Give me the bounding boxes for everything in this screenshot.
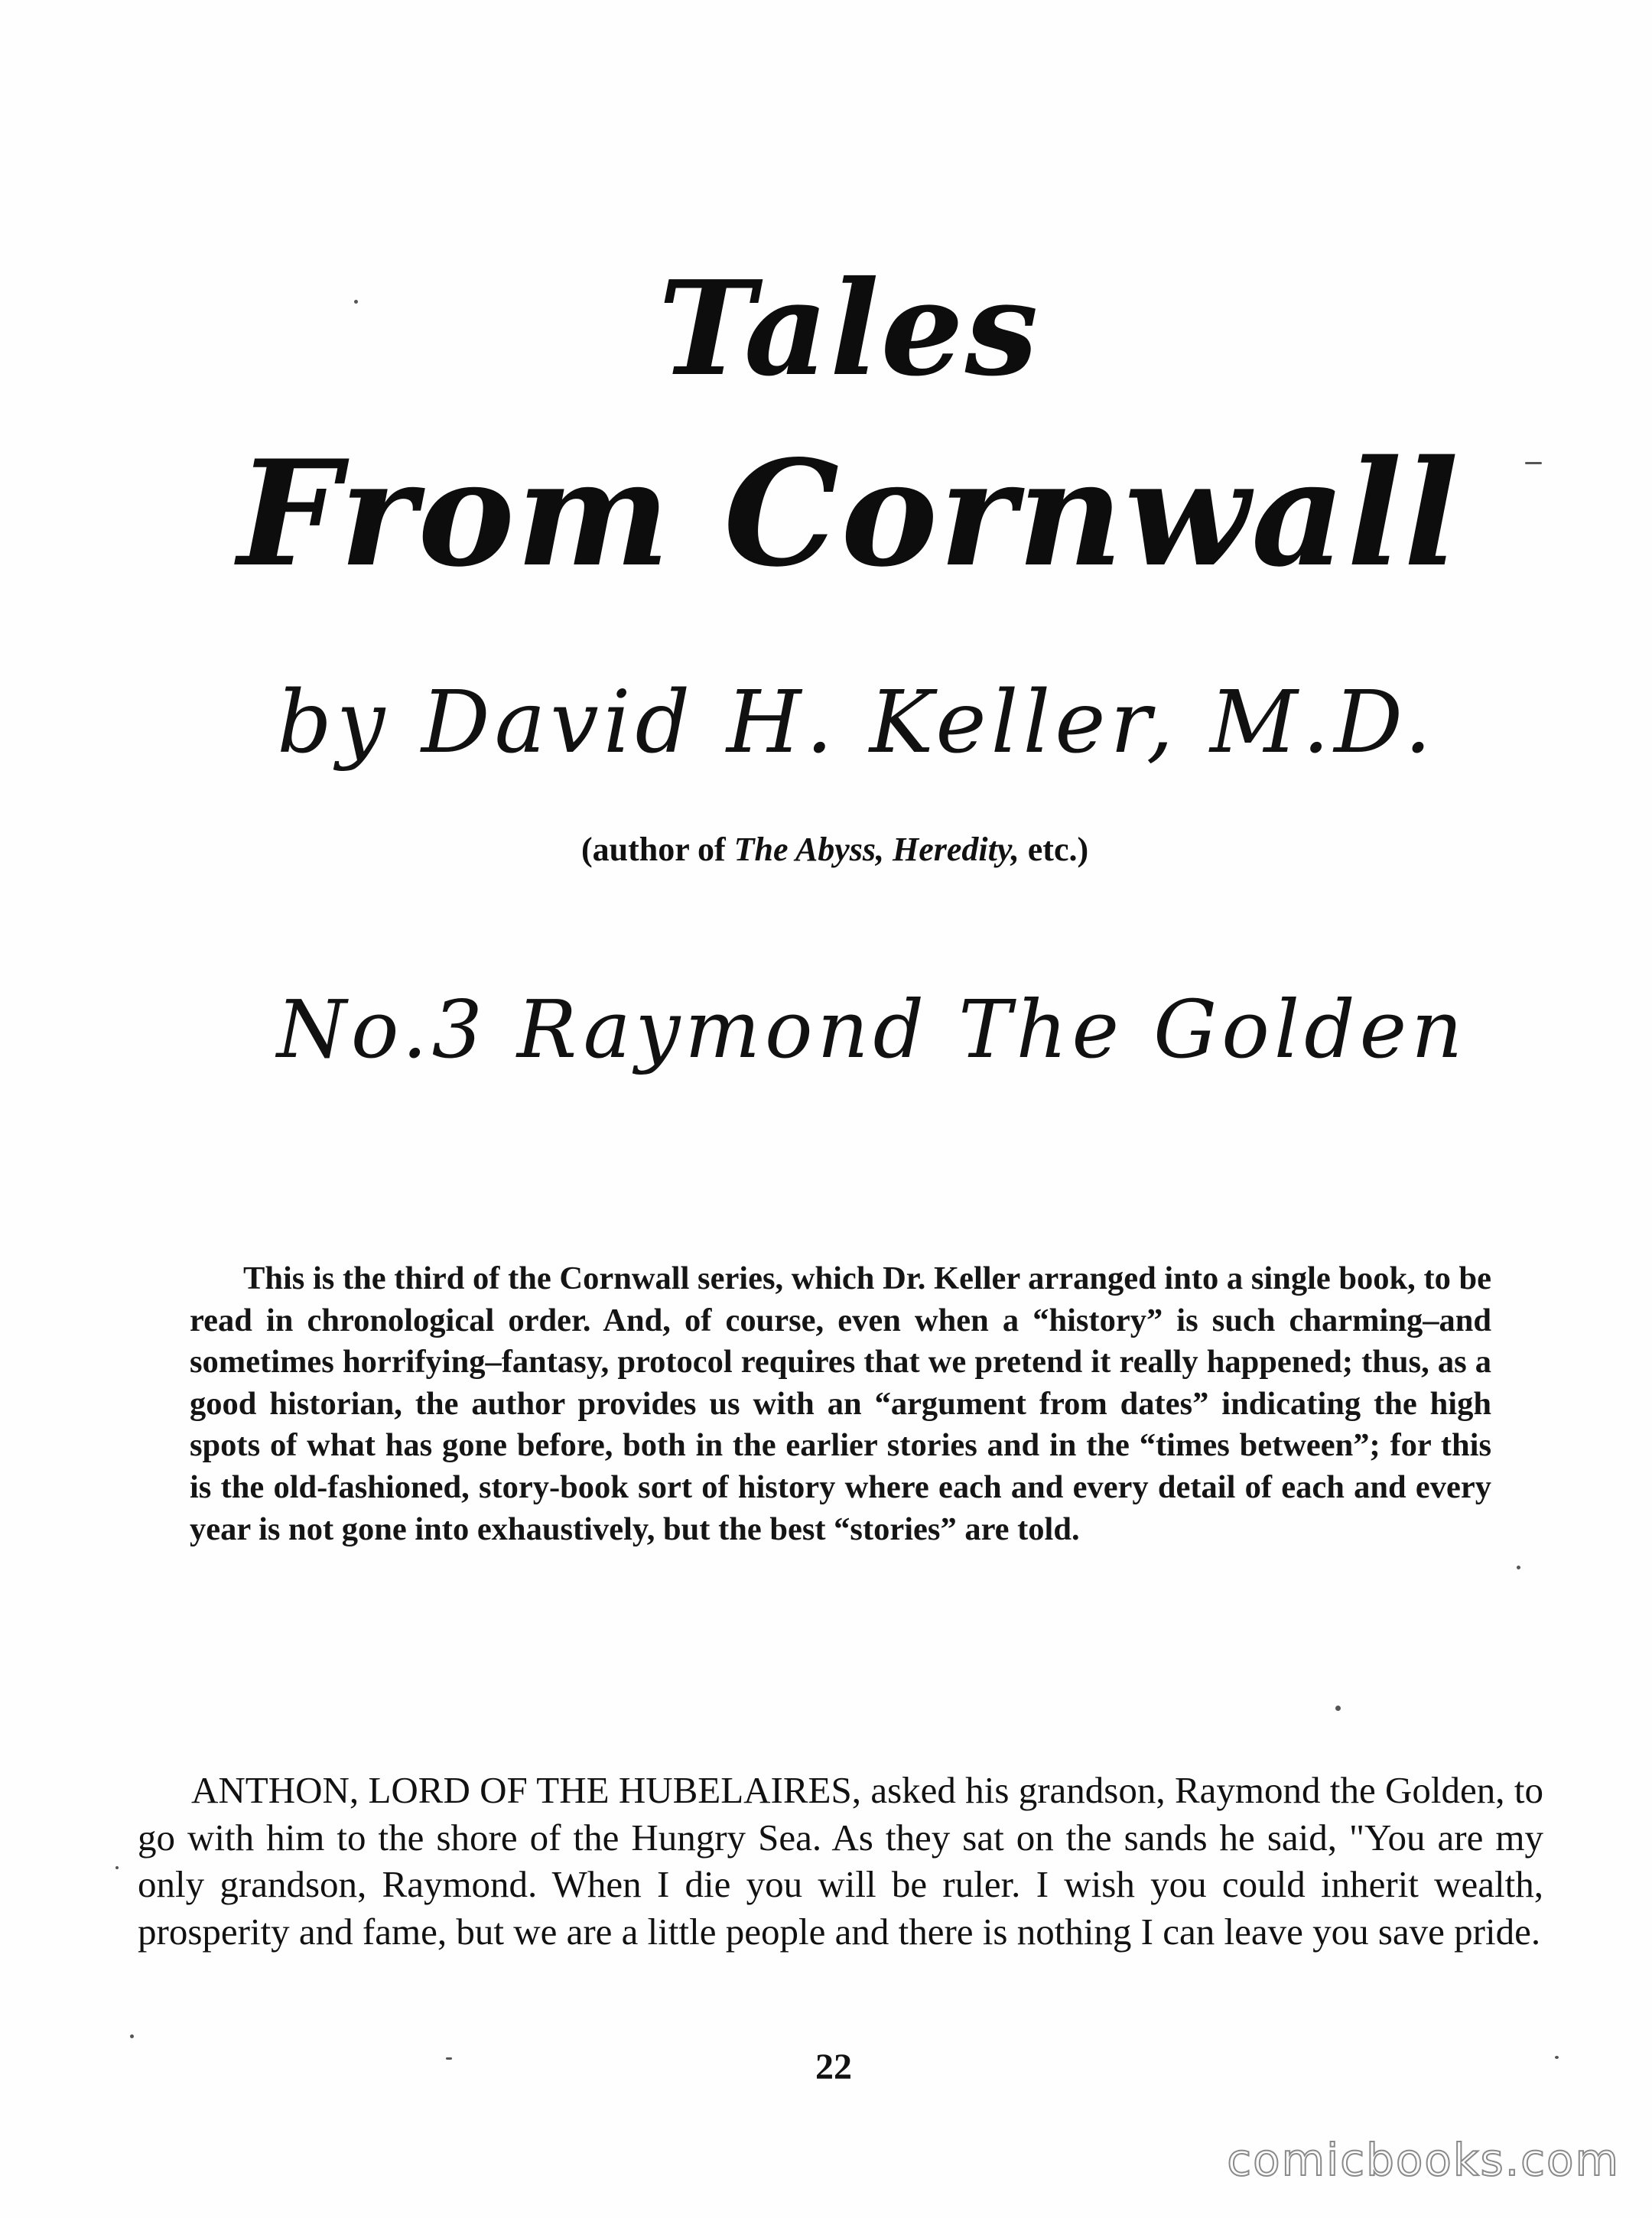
scan-speck [115,1866,119,1869]
scan-speck [1335,1706,1341,1711]
story-body [138,1767,1543,1955]
credit-suffix: etc.) [1019,831,1089,868]
scan-speck [354,300,358,304]
scan-speck [1525,462,1542,464]
editorial-introduction [190,1258,1491,1550]
author-credit [581,830,1088,869]
title-line-1: Tales [658,252,1040,405]
credit-prefix: (author of [581,831,734,868]
scan-speck [1517,1566,1520,1569]
scan-speck [130,2034,134,2038]
credit-works: The Abyss, Heredity, [733,831,1019,868]
site-watermark: comicbooks.com [1227,2134,1620,2186]
scan-speck [1555,2056,1559,2059]
story-title: No.3 Raymond The Golden [276,983,1468,1076]
scan-speck [446,2057,452,2060]
body-paragraph: ANTHON, LORD OF THE HUBELAIRES, asked his grandson, Raymond the Golden, to go with him to the shore of the Hungry Sea. As they sat on the sands he said, "You are my only grandson, Raymond. When I die you will be ruler. I wish you could inherit wealth, prosperity and fame, but we are a little people and there is nothing I can leave you save pride. [138,1769,1543,1953]
page-number: 22 [815,2047,852,2087]
author-byline: by David H. Keller, M.D. [277,673,1436,772]
intro-paragraph: This is the third of the Cornwall series, which Dr. Keller arranged into a single book, to be read in chronological order. And, of course, even when a “history” is such charming–and sometimes horrifying–fantasy, protocol requires that we pretend it really happened; thus, as a good historian, the author provides us with an “argument from dates” indicating the high spots of what has gone before, both in the earlier stories and in the “times between”; for this is the old-fashioned, story-book sort of history where each and every detail of each and every year is not gone into exhaustively, but the best “stories” are told. [190,1260,1491,1547]
title-line-2: From Cornwall [237,428,1461,599]
